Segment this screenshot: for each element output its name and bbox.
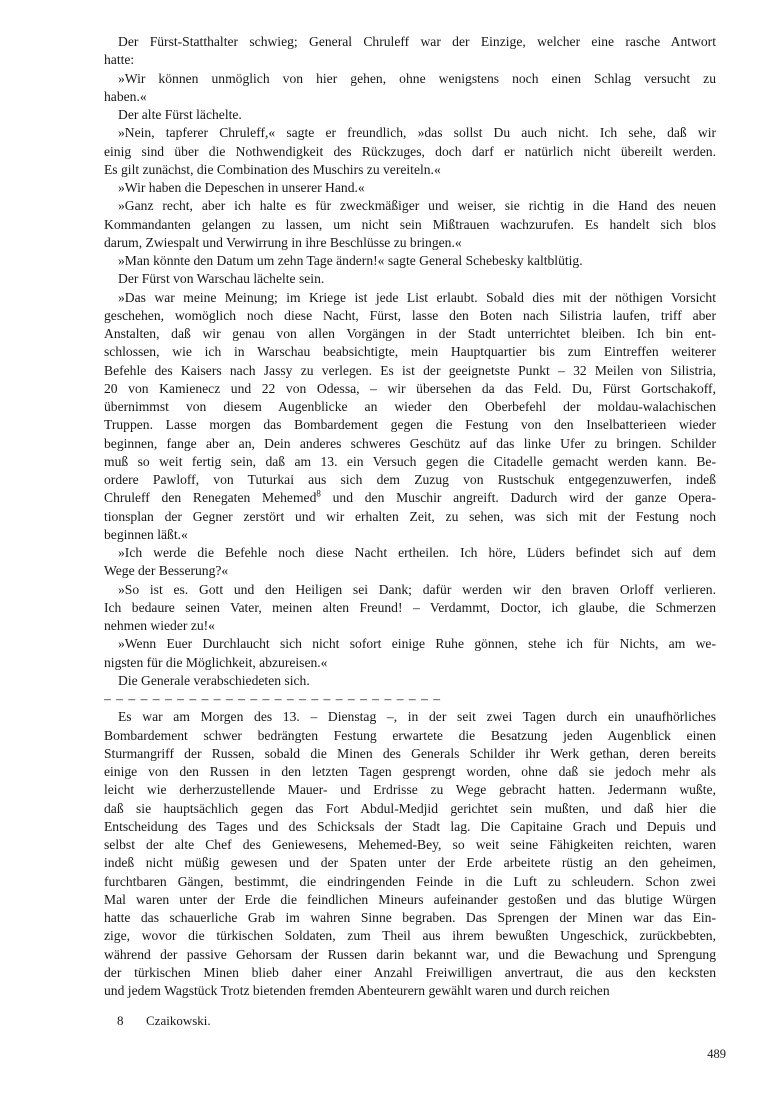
text-line: beginnen läßt.« xyxy=(104,526,188,542)
page-number: 489 xyxy=(707,1047,726,1061)
text-line: Kommandanten gelangen zu lassen, um nicht sein Mißtrauen wachzurufen. Es handelt sich blos xyxy=(104,216,716,232)
text-line: Der Fürst-Statthalter schwieg; General Chruleff war der Einzige, welcher eine rasche Antwort xyxy=(118,34,716,49)
paragraph xyxy=(104,197,716,252)
paragraph xyxy=(104,270,716,288)
footnote-marker: 8 xyxy=(316,489,321,499)
text-line: Befehle des Kaisers nach Jassy zu verlegen. Es ist der geeignetste Punkt – 32 Meilen von Silistria, xyxy=(104,362,716,378)
paragraph xyxy=(104,33,716,70)
text-line: Der Fürst von Warschau lächelte sein. xyxy=(118,271,325,287)
text-line: leicht wie derherzustellende Mauer- und Erdrisse zu Wege gebracht hatten. Jedermann wußte, xyxy=(104,782,716,798)
text-line: Anstalten, daß wir genau von allen Vorgängen in der Stadt unterrichtet bleiben. Ich bin ent- xyxy=(104,326,716,341)
text-line: Mal waren unter der Erde die feindlichen Mineurs aufeinander gestoßen und das blutige Würgen xyxy=(104,891,716,907)
text-line: hatte das schauerliche Grab im wahren Sinne begraben. Das Sprengen der Minen war das Ein- xyxy=(104,910,716,925)
paragraph xyxy=(104,179,716,197)
text-line: Der alte Fürst lächelte. xyxy=(118,107,242,122)
text-line: übernimmst von diesem Augenblicke an wieder den Oberbefehl der moldau-walachischen xyxy=(104,399,716,414)
text-line: nehmen wieder zu!« xyxy=(104,618,215,633)
text-line: »Wir haben die Depeschen in unserer Hand.« xyxy=(118,180,365,195)
text-line: selbst der alte Chef des Geniewesens, Mehemed-Bey, so weit seine Fähigkeiten reichten, waren xyxy=(104,837,716,852)
text-line: und jedem Wagstück Trotz bietenden fremden Abenteurern gewählt waren und durch reichen xyxy=(104,983,610,998)
text-line: Entscheidung des Tages und des Schicksals der Stadt lag. Die Capitaine Grach und Depuis und xyxy=(104,818,716,834)
text-line: während der passive Gehorsam der Russen darin bekannt war, und die Bewachung und Sprengung xyxy=(104,946,716,962)
paragraph xyxy=(104,581,716,636)
paragraph xyxy=(104,70,716,107)
text-line: muß so weit fertig sein, daß am 13. ein Versuch gegen die Citadelle gemacht werden kann. Be- xyxy=(104,453,716,469)
text-line: geschehen, womöglich noch diese Nacht, Fürst, lasse den Boten nach Silistria laufen, triff aber xyxy=(104,307,716,323)
section-separator: – – – – – – – – – – – – – – – – – – – – – – – – – – – – xyxy=(104,691,442,706)
text-line: »Ich werde die Befehle noch diese Nacht ertheilen. Ich höre, Lüders befindet sich auf dem xyxy=(118,545,716,560)
text-line: hatte: xyxy=(104,52,135,68)
text-line: furchtbaren Gängen, bestimmt, die eindringenden Feinde in die Luft zu schleudern. Schon zwei xyxy=(104,873,716,889)
text-line: Ich bedaure seinen Vater, meinen alten Freund! – Verdammt, Doctor, ich glaube, die Schmerzen xyxy=(104,599,716,615)
text-line: 20 von Kamienecz und 22 von Odessa, – wir übersehen da das Feld. Du, Fürst Gortschakoff, xyxy=(104,380,716,396)
text-line: zige, wovor die türkischen Soldaten, zum Theil aus ihrem bewußten Ungeschick, zurückbebten, xyxy=(104,928,716,944)
text-line: schlossen, wie ich in Warschau beabsichtigte, mein Hauptquartier bis zum Eintreffen weiterer xyxy=(104,344,716,360)
paragraph xyxy=(104,106,716,124)
text-line: daß sie hauptsächlich gegen das Fort Abdul-Medjid gerichtet sein mußten, und daß hier die xyxy=(104,800,716,816)
paragraph xyxy=(104,289,716,545)
text-line: Die Generale verabschiedeten sich. xyxy=(118,672,310,688)
text-line: »Wenn Euer Durchlaucht sich nicht sofort einige Ruhe gönnen, stehe ich für Nichts, am we- xyxy=(118,636,716,652)
text-line: ordere Pawloff, von Tuturkai aus sich dem Zuzug von Rustschuk entgegenzuwerfen, indeß xyxy=(104,472,716,487)
text-line: »Ganz recht, aber ich halte es für zweckmäßiger und weiser, sie richtig in die Hand des neuen xyxy=(118,198,716,214)
text-line: Truppen. Lasse morgen das Bombardement gegen die Festung von den Inselbatterieen wieder xyxy=(104,417,716,433)
text-line: Es gilt zunächst, die Combination des Muschirs zu vereiteln.« xyxy=(104,161,441,177)
text-line: nigsten für die Möglichkeit, abzureisen.« xyxy=(104,654,328,670)
text-line: indeß nicht müßig gewesen und der Spaten unter der Erde arbeitete rüstig an den geheimen, xyxy=(104,855,716,871)
footnote-number: 8 xyxy=(117,1013,124,1028)
text-line: »Man könnte den Datum um zehn Tage ändern!« sagte General Schebesky kaltblütig. xyxy=(118,253,583,268)
text-line: Sturmangriff der Russen, sobald die Minen des Generals Schilder ihr Werk gethan, deren bereits xyxy=(104,745,716,761)
paragraph xyxy=(104,708,716,1000)
text-line: darum, Zwiespalt und Verwirrung in ihre Beschlüsse zu bringen.« xyxy=(104,234,462,250)
paragraph xyxy=(104,635,716,672)
paragraph xyxy=(104,124,716,179)
body-text xyxy=(104,33,716,1000)
text-line: »Wir können unmöglich von hier gehen, ohne wenigstens noch einen Schlag versucht zu xyxy=(118,70,716,86)
text-line: Wege der Besserung?« xyxy=(104,563,229,579)
text-line: tionsplan der Gegner zerstört und wir erhalten Zeit, zu sehen, was sich mit der Festung noch xyxy=(104,508,716,524)
text-line: »So ist es. Gott und den Heiligen sei Dank; dafür werden wir den braven Orloff verlieren. xyxy=(118,581,716,597)
text-line: der türkischen Minen blieb daher einer Anzahl Freiwilligen anvertraut, die aus den kecksten xyxy=(104,964,716,980)
text-line: »Das war meine Meinung; im Kriege ist jede List erlaubt. Sobald dies mit der nöthigen Vorsicht xyxy=(118,289,716,305)
text-line: beginnen, fange aber an, Dein anderes schweres Geschütz auf das linke Ufer zu bringen. Schilder xyxy=(104,435,716,451)
text-line: »Nein, tapferer Chruleff,« sagte er freundlich, »das sollst Du auch nicht. Ich sehe, daß wir xyxy=(118,125,716,141)
text-line: einig sind über die Nothwendigkeit des Rückzuges, doch darf er natürlich nicht übereilt werden. xyxy=(104,143,716,159)
footnote-text: Czaikowski. xyxy=(146,1013,211,1028)
paragraph xyxy=(104,672,716,690)
footnote xyxy=(104,1012,211,1029)
paragraph xyxy=(104,544,716,581)
paragraph xyxy=(104,252,716,270)
text-line: Es war am Morgen des 13. – Dienstag –, in der seit zwei Tagen durch ein unaufhörliches xyxy=(118,709,716,725)
text-line: haben.« xyxy=(104,88,147,104)
text-line: Chruleff den Renegaten Mehemed$^8$ und den Muschir angreift. Dadurch wird der ganze Opera- xyxy=(104,489,716,506)
text-line: einige von den Russen in den letzten Tagen gesprengt worden, ohne daß sie jedoch mehr als xyxy=(104,764,716,779)
text-line: Bombardement schwer bedrängten Festung erwartete die Besatzung jeden Augenblick einen xyxy=(104,727,716,743)
